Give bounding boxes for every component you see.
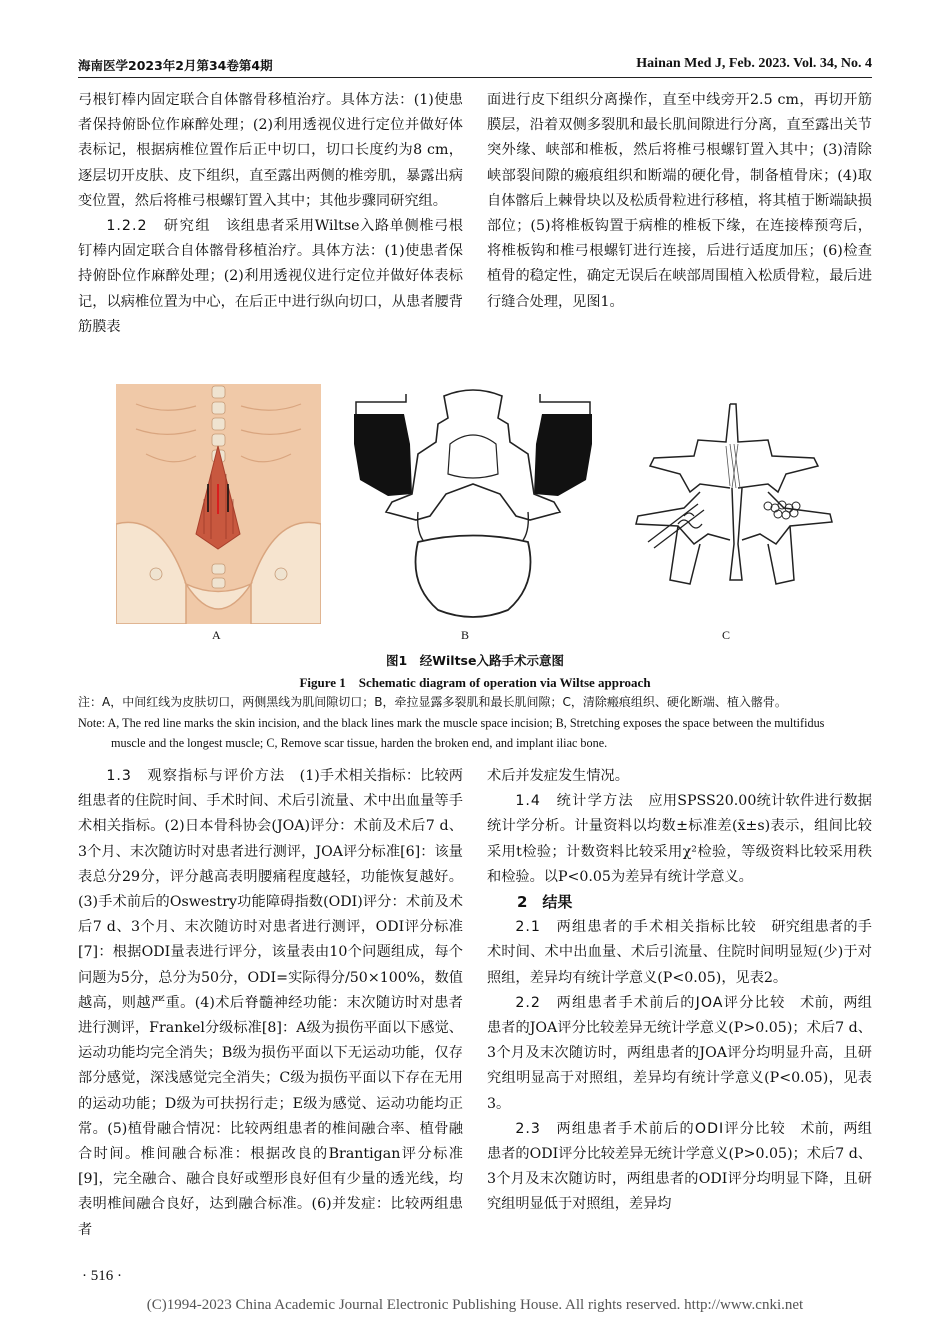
- subsection-label: 1.4 统计学方法: [515, 793, 634, 810]
- section-heading: 2 结果: [517, 893, 573, 912]
- figure-note-en: [78, 713, 872, 753]
- paragraph: [78, 764, 463, 1243]
- figure-caption-en: Figure 1 Schematic diagram of operation via Wiltse approach: [299, 675, 651, 690]
- paragraph-text: 研究组患者的手术时间、术中出血量、术后引流量、住院时间明显短(少)于对照组，差异均有统计学意义(P<0.05)，见表2。: [487, 919, 872, 986]
- figure-note-en-line1: Note: A, The red line marks the skin incision, and the black lines mark the muscle space incision; B, Stretching exposes the space between the multifidus: [78, 716, 825, 730]
- paragraph-text: 该组患者采用Wiltse入路单侧椎弓根钉棒内固定联合自体髂骨移植治疗。具体方法：(1)使患者保持俯卧位作麻醉处理；(2)利用透视仪进行定位并做好体表标记，以病椎位置为中心，在后正中进行纵向切口，从患者腰背筋膜表: [78, 218, 463, 335]
- journal-header-en: Hainan Med J, Feb. 2023. Vol. 34, No. 4: [636, 56, 872, 71]
- paragraph: [487, 991, 872, 1117]
- paragraph: [78, 214, 463, 340]
- subsection-label: 2.2 两组患者手术前后的JOA评分比较: [515, 994, 786, 1011]
- header-rule: [78, 77, 872, 78]
- figure-1: [78, 384, 872, 646]
- subsection-label: 1.2.2 研究组: [106, 218, 212, 235]
- paragraph: 面进行皮下组织分离操作，直至中线旁开2.5 cm，再切开筋膜层，沿着双侧多裂肌和最长肌间隙进行分离，直至露出关节突外缘、峡部和椎板，然后将椎弓根螺钉置入其中；(3)清除峡部裂间隙的瘢痕组织和断端的硬化骨，制备植骨床；(4)取自体髂后上棘骨块以及松质骨粒进行移植，将其植于断端缺损部位；(5)将椎板钩置于病椎的椎板下缘，在连接棒预弯后，将椎板钩和椎弓根螺钉进行连接，后进行适度加压；(6)检查植骨的稳定性，确定无误后在峡部周围植入松质骨粒，最后进行缝合处理，见图1。: [487, 92, 872, 310]
- figure-note-en-line2: muscle and the longest muscle; C, Remove scar tissue, harden the broken end, and implant iliac bone.: [111, 736, 608, 750]
- paragraph: [487, 915, 872, 991]
- figure-note-cn: 注：A，中间红线为皮肤切口，两侧黑线为肌间隙切口；B，牵拉显露多裂肌和最长肌间隙；C，清除瘢痕组织、硬化断端、植入髂骨。: [78, 695, 787, 709]
- panel-label-c: C: [722, 628, 731, 642]
- left-column-bottom: [78, 764, 463, 1243]
- paragraph: [487, 1117, 872, 1218]
- panel-label-a: A: [212, 628, 221, 642]
- right-column-top: [487, 88, 872, 315]
- subsection-label: 2.3 两组患者手术前后的ODI评分比较: [515, 1120, 786, 1137]
- figure-panel-b-image: [348, 384, 598, 624]
- right-column-bottom: [487, 764, 872, 1218]
- figure-panel-a-image: [116, 384, 321, 624]
- left-column-top: [78, 88, 463, 340]
- subsection-label: 2.1 两组患者的手术相关指标比较: [515, 919, 757, 936]
- panel-label-b: B: [461, 628, 470, 642]
- paragraph-text: (1)手术相关指标：比较两组患者的住院时间、手术时间、术后引流量、术中出血量等手术相关指标。(2)日本骨科协会(JOA)评分：术前及术后7 d、3个月、末次随访时对患者进行测评，JOA评分标准[6]：该量表总分29分，评分越高表明腰痛程度越轻，功能恢复越好。(3)手术前后的Oswestry功能障碍指数(ODI)评分：术前及术后7 d、3个月、末次随访时对患者进行测评，ODI评分标准[7]：根据ODI量表进行评分，该量表由10个问题组成，每个问题为5分，总分为50分，ODI=实际得分/50×100%，数值越高，则越严重。(4)术后脊髓神经功能：末次随访时对患者进行测评，Frankel分级标准[8]：A级为损伤平面以下感觉、运动功能均完全消失；B级为损伤平面以下无运动功能，仅存部分感觉，深浅感觉完全消失；C级为损伤平面以下存在无用的运动功能；D级为可扶拐行走；E级为感觉、运动功能均正常。(5)植骨融合情况：比较两组患者的椎间融合率、植骨融合时间。椎间融合标准：根据改良的Brantigan评分标准[9]，完全融合、融合良好或塑形良好但有少量的透光线，均表明椎间融合良好，达到融合标准。(6)并发症：比较两组患者: [78, 768, 463, 1238]
- journal-header-cn: 海南医学2023年2月第34卷第4期: [78, 58, 273, 73]
- paragraph-text: 术前，两组患者的JOA评分比较差异无统计学意义(P>0.05)；术后7 d、3个月及末次随访时，两组患者的JOA评分均明显升高，且研究组明显高于对照组，差异均有统计学意义(P<0.05)，见表3。: [487, 994, 872, 1112]
- paragraph: [487, 789, 872, 890]
- page-number: · 516 ·: [82, 1268, 122, 1284]
- figure-panel-c-image: [618, 384, 858, 624]
- paragraph: 术后并发症发生情况。: [487, 768, 629, 784]
- paragraph: 弓根钉棒内固定联合自体髂骨移植治疗。具体方法：(1)使患者保持俯卧位作麻醉处理；(2)利用透视仪进行定位并做好体表标记，根据病椎位置作后正中切口，切口长度约为8 cm，逐层切开皮肤、皮下组织，直至露出两侧的椎旁肌，暴露出病变位置，然后将椎弓根螺钉置入其中；其他步骤同研究组。: [78, 92, 463, 209]
- subsection-label: 1.3 观察指标与评价方法: [106, 768, 286, 784]
- paragraph-text: 应用SPSS20.00统计软件进行数据统计学分析。计量资料以均数±标准差(x̄±s)表示，组间比较采用t检验；计数资料比较采用χ²检验，等级资料比较采用秩和检验。以P<0.05为差异有统计学意义。: [487, 793, 872, 885]
- figure-caption-cn: 图1 经Wiltse入路手术示意图: [386, 653, 564, 668]
- paragraph-text: 术前，两组患者的ODI评分比较差异无统计学意义(P>0.05)；术后7 d、3个月及末次随访时，两组患者的ODI评分均明显下降，且研究组明显低于对照组，差异均: [487, 1120, 872, 1213]
- copyright-footer: (C)1994-2023 China Academic Journal Electronic Publishing House. All rights reserved. http://www.cnki.net: [146, 1297, 804, 1313]
